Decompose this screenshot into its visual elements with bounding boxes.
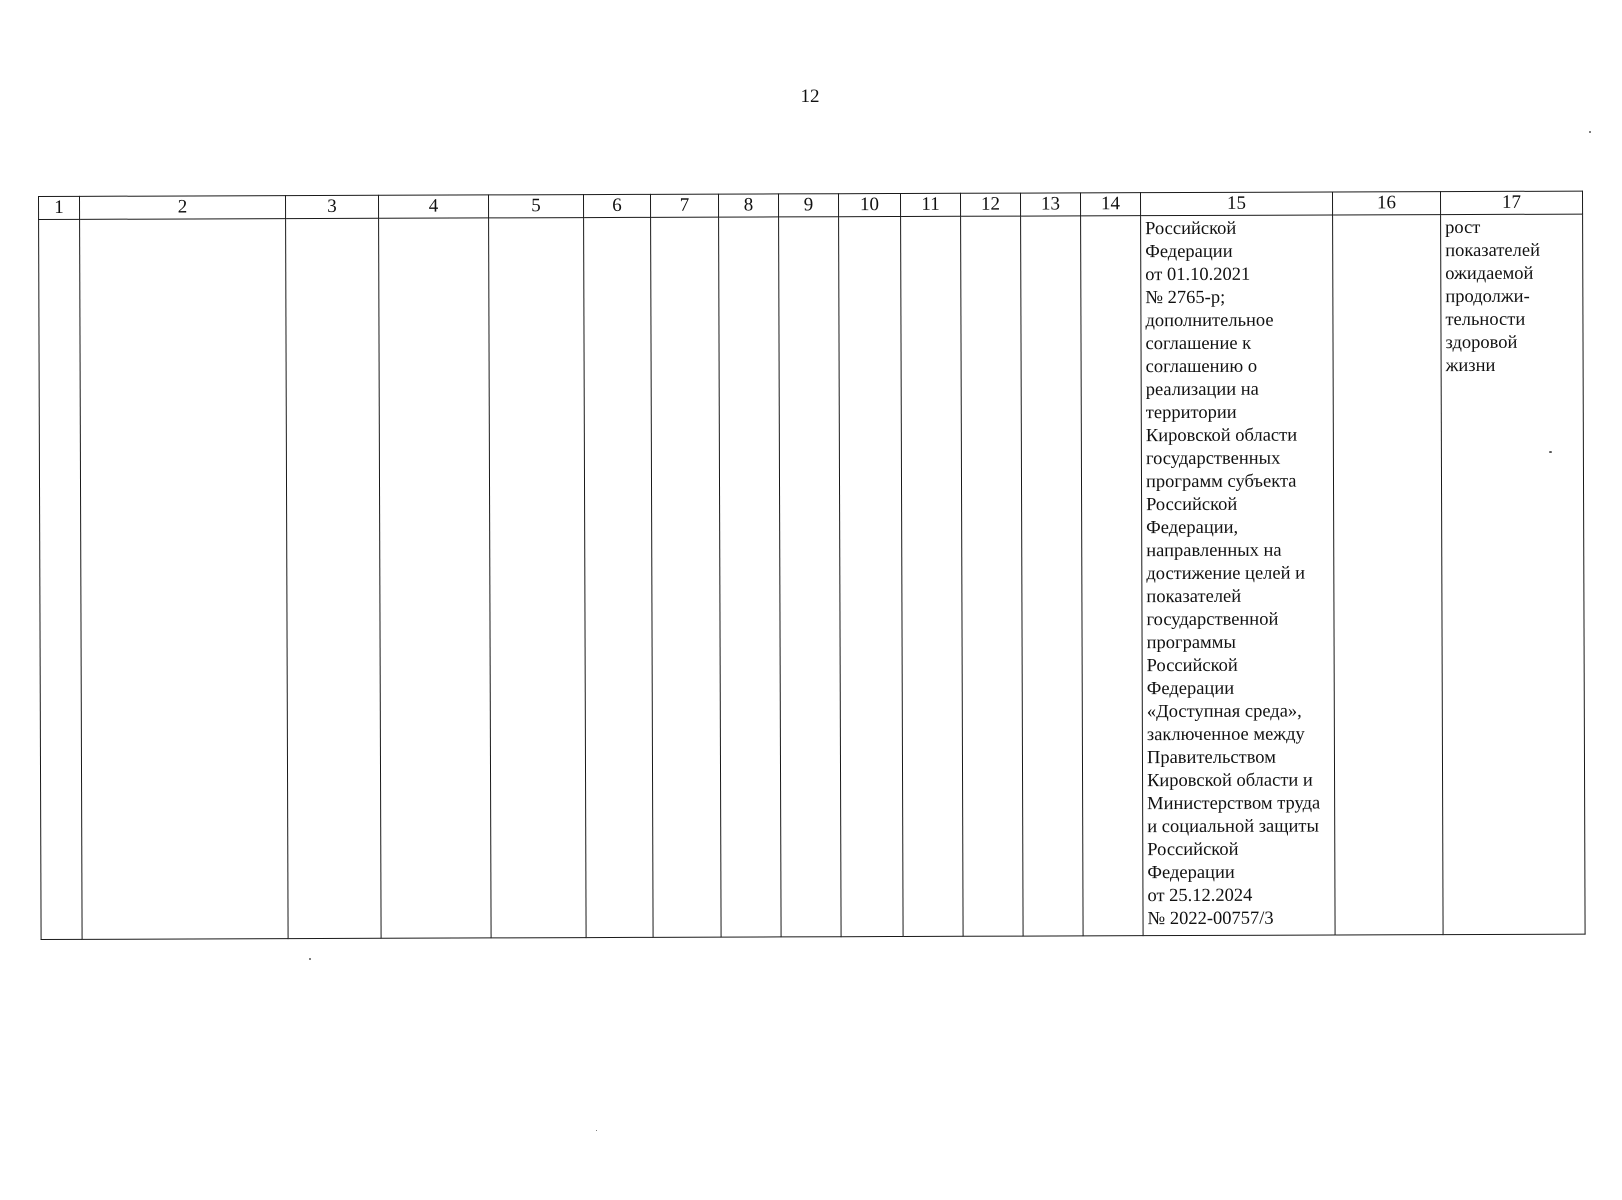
cell-col-16 <box>1333 215 1444 935</box>
text-line: и социальной защиты <box>1147 816 1319 838</box>
text-line: № 2022-00757/3 <box>1147 908 1274 930</box>
scan-speck <box>309 958 311 960</box>
text-line: «Доступная среда», <box>1146 701 1302 723</box>
text-line: рост <box>1445 217 1481 239</box>
page-number: 12 <box>800 86 820 107</box>
cell-col-9 <box>779 217 842 937</box>
column-header-1: 1 <box>39 196 80 219</box>
cell-col-7 <box>651 217 722 937</box>
cell-col-12 <box>961 216 1024 936</box>
text-line: № 2765-р; <box>1145 287 1226 309</box>
column-header-5: 5 <box>488 195 583 218</box>
text-line: от 01.10.2021 <box>1145 264 1251 286</box>
column-header-14: 14 <box>1080 193 1140 216</box>
cell-col-14 <box>1081 216 1144 936</box>
text-line: Кировской области <box>1145 425 1298 447</box>
text-line: программы <box>1146 632 1236 654</box>
col15-text <box>1141 215 1334 931</box>
scan-speck <box>596 1130 597 1131</box>
cell-col-6 <box>584 217 654 937</box>
column-header-10: 10 <box>838 193 900 216</box>
column-header-17: 17 <box>1440 191 1582 214</box>
cell-col-15 <box>1141 215 1336 936</box>
cell-col-17 <box>1441 214 1586 934</box>
cell-col-3 <box>286 218 382 938</box>
text-line: Министерством труда <box>1147 793 1321 815</box>
cell-col-2 <box>80 219 289 940</box>
text-line: направленных на <box>1146 540 1282 562</box>
text-line: Российской <box>1147 839 1239 861</box>
column-header-6: 6 <box>583 194 650 217</box>
text-line: показателей <box>1445 240 1540 262</box>
cell-col-13 <box>1021 216 1084 936</box>
column-header-15: 15 <box>1140 192 1332 216</box>
text-line: Федерации <box>1147 862 1235 884</box>
text-line: Федерации, <box>1146 517 1239 539</box>
column-header-12: 12 <box>960 193 1020 216</box>
column-header-8: 8 <box>718 194 778 217</box>
text-line: Федерации <box>1146 678 1235 700</box>
text-line: продолжи- <box>1445 286 1530 308</box>
column-header-13: 13 <box>1020 193 1080 216</box>
cell-col-8 <box>719 217 782 937</box>
cell-col-11 <box>901 216 964 936</box>
text-line: ожидаемой <box>1445 263 1534 285</box>
cell-col-10 <box>839 216 904 936</box>
cell-col-4 <box>379 218 492 938</box>
text-line: соглашение к <box>1145 333 1252 355</box>
text-line: дополнительное <box>1145 310 1274 332</box>
text-line: показателей <box>1146 586 1242 608</box>
cell-col-5 <box>489 218 587 938</box>
table-row <box>39 214 1586 939</box>
text-line: от 25.12.2024 <box>1147 885 1253 907</box>
data-table <box>38 191 1586 940</box>
column-header-2: 2 <box>80 196 286 220</box>
column-header-7: 7 <box>650 194 718 217</box>
scan-speck <box>1589 131 1591 133</box>
column-header-9: 9 <box>778 194 838 217</box>
column-header-16: 16 <box>1332 192 1440 215</box>
column-header-11: 11 <box>900 193 960 216</box>
scan-speck <box>1549 451 1552 453</box>
text-line: государственных <box>1145 448 1281 470</box>
text-line: программ субъекта <box>1145 471 1297 493</box>
text-line: соглашению о <box>1145 356 1258 378</box>
column-header-4: 4 <box>378 195 488 218</box>
text-line: здоровой <box>1445 332 1518 354</box>
text-line: достижение целей и <box>1146 563 1306 585</box>
text-line: Федерации <box>1145 241 1233 263</box>
text-line: заключенное между <box>1146 724 1305 746</box>
column-header-3: 3 <box>286 195 379 218</box>
cell-col-1 <box>39 219 83 939</box>
text-line: Российской <box>1146 655 1238 677</box>
text-line: Российской <box>1145 218 1237 240</box>
text-line: реализации на <box>1145 379 1259 401</box>
text-line: территории <box>1145 402 1237 424</box>
text-line: государственной <box>1146 609 1279 631</box>
col17-text <box>1441 215 1583 378</box>
text-line: Российской <box>1146 494 1238 516</box>
text-line: жизни <box>1445 355 1496 377</box>
text-line: Правительством <box>1146 747 1276 769</box>
text-line: Кировской области и <box>1147 770 1313 792</box>
text-line: тельности <box>1445 309 1526 331</box>
